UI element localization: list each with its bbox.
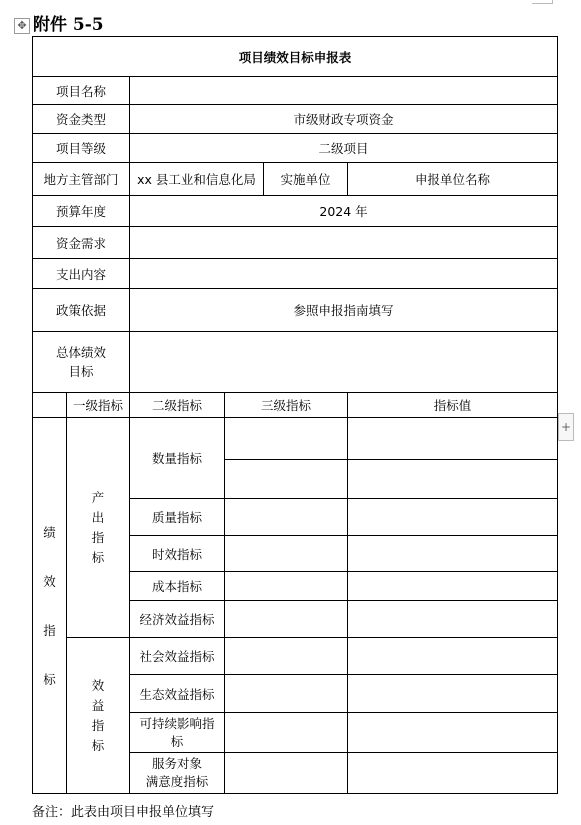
fund-demand-cell[interactable] — [130, 227, 558, 259]
attachment-label: 附件 5-5 — [33, 15, 104, 35]
output-char: 产 — [91, 489, 105, 505]
economic-indicator: 经济效益指标 — [130, 601, 225, 638]
impl-unit-label: 实施单位 — [264, 163, 348, 196]
indicator-value-cell[interactable] — [348, 499, 558, 536]
project-name-cell[interactable] — [130, 77, 558, 105]
sustainable-line2: 标 — [170, 733, 184, 749]
level3-cell[interactable] — [225, 418, 348, 460]
overall-goal-label-line2: 目标 — [68, 364, 94, 379]
project-name-label: 项目名称 — [33, 77, 130, 105]
level3-cell[interactable] — [225, 713, 348, 753]
overall-goal-cell[interactable] — [130, 332, 558, 393]
indicator-value-cell[interactable] — [348, 638, 558, 675]
policy-cell[interactable]: 参照申报指南填写 — [130, 289, 558, 332]
level3-cell[interactable] — [225, 601, 348, 638]
perf-indicator-label — [33, 418, 67, 794]
ecological-indicator: 生态效益指标 — [130, 675, 225, 713]
benefit-char: 指 — [91, 717, 105, 733]
level3-cell[interactable] — [225, 638, 348, 675]
budget-year-cell[interactable]: 2024 年 — [130, 196, 558, 227]
output-char: 标 — [91, 549, 105, 565]
level3-cell[interactable] — [225, 460, 348, 499]
benefit-char: 标 — [91, 737, 105, 753]
policy-label: 政策依据 — [33, 289, 130, 332]
output-indicator-label — [67, 418, 130, 638]
indicator-value-cell[interactable] — [348, 460, 558, 499]
project-level-label: 项目等级 — [33, 134, 130, 163]
indicator-value-cell[interactable] — [348, 675, 558, 713]
fund-type-label: 资金类型 — [33, 105, 130, 134]
indicator-value-cell[interactable] — [348, 572, 558, 601]
social-indicator: 社会效益指标 — [130, 638, 225, 675]
indicator-header-blank — [33, 393, 67, 418]
level3-header: 三级指标 — [225, 393, 348, 418]
output-char: 指 — [91, 529, 105, 545]
level3-cell[interactable] — [225, 675, 348, 713]
table-move-handle-icon[interactable]: ✥ — [14, 18, 30, 34]
timeliness-indicator: 时效指标 — [130, 536, 225, 572]
level3-cell[interactable] — [225, 499, 348, 536]
page-corner-mark — [532, 0, 553, 4]
cost-indicator: 成本指标 — [130, 572, 225, 601]
performance-target-form — [32, 36, 558, 794]
satisfaction-indicator — [130, 753, 225, 794]
sustainable-line1: 可持续影响指 — [139, 715, 215, 731]
perf-char: 效 — [43, 573, 56, 589]
benefit-char: 效 — [91, 677, 105, 693]
indicator-value-cell[interactable] — [348, 713, 558, 753]
benefit-char: 益 — [91, 697, 105, 713]
perf-char: 绩 — [43, 524, 56, 540]
perf-char: 标 — [43, 671, 56, 687]
indicator-value-cell[interactable] — [348, 753, 558, 794]
local-dept-cell[interactable]: xx 县工业和信息化局 — [130, 163, 264, 196]
fund-type-cell[interactable]: 市级财政专项资金 — [130, 105, 558, 134]
benefit-indicator-label — [67, 638, 130, 794]
add-column-icon[interactable]: + — [558, 413, 574, 441]
indicator-value-cell[interactable] — [348, 418, 558, 460]
expense-label: 支出内容 — [33, 259, 130, 289]
budget-year-label: 预算年度 — [33, 196, 130, 227]
form-title: 项目绩效目标申报表 — [33, 37, 558, 77]
project-level-cell[interactable]: 二级项目 — [130, 134, 558, 163]
level1-header: 一级指标 — [67, 393, 130, 418]
satisfaction-line2: 满意度指标 — [145, 774, 209, 789]
level3-cell[interactable] — [225, 753, 348, 794]
output-char: 出 — [91, 509, 105, 525]
quality-indicator: 质量指标 — [130, 499, 225, 536]
indicator-value-cell[interactable] — [348, 536, 558, 572]
satisfaction-line1: 服务对象 — [151, 756, 202, 771]
footer-note: 备注：此表由项目申报单位填写 — [32, 805, 215, 820]
impl-unit-cell[interactable]: 申报单位名称 — [348, 163, 558, 196]
indicator-value-header: 指标值 — [348, 393, 558, 418]
perf-char: 指 — [43, 622, 56, 638]
overall-goal-label-line1: 总体绩效 — [55, 345, 106, 360]
indicator-value-cell[interactable] — [348, 601, 558, 638]
quantity-indicator: 数量指标 — [130, 418, 225, 499]
level3-cell[interactable] — [225, 536, 348, 572]
level3-cell[interactable] — [225, 572, 348, 601]
fund-demand-label: 资金需求 — [33, 227, 130, 259]
expense-cell[interactable] — [130, 259, 558, 289]
sustainable-indicator — [130, 713, 225, 753]
overall-goal-label — [33, 332, 130, 393]
level2-header: 二级指标 — [130, 393, 225, 418]
local-dept-label: 地方主管部门 — [33, 163, 130, 196]
